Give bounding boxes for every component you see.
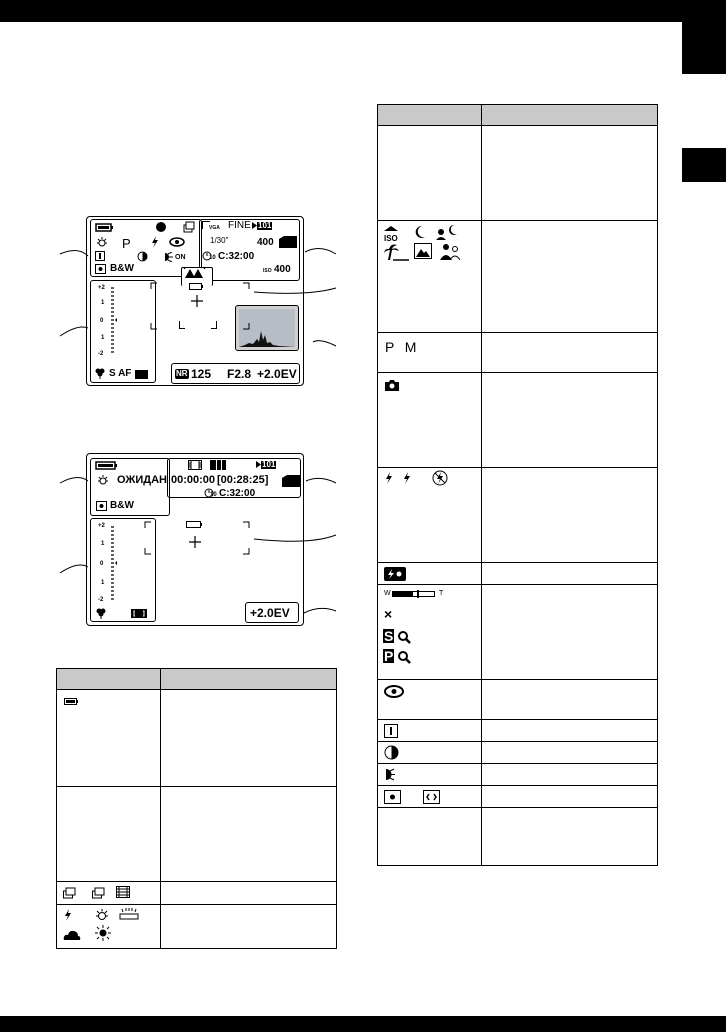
precision-zoom-label: P [384,648,394,664]
ev-scale-plus1: 1 [101,300,105,306]
portrait-icon [440,242,460,260]
table-row [378,333,658,373]
icon-cell [378,742,482,764]
flash-off-icon [432,470,448,486]
iso-value: 400 [274,264,291,275]
ev-scale-minus2: -2 [98,597,104,603]
meaning-cell [482,221,658,333]
nr-badge: NR [176,369,188,378]
ev-scale-minus2: -2 [98,351,104,357]
daylight-wb-icon [95,908,109,922]
af-mode-label: S AF [109,368,132,379]
icon-cell [378,563,482,585]
flash-wb-icon [64,909,72,921]
zoom-scale-bar [392,590,436,598]
standby-label: ОЖИДАН [117,474,167,486]
meaning-cell [482,764,658,786]
twilight-portrait-icon [436,224,458,240]
flash-auto-icon [385,472,393,484]
meaning-cell [161,882,337,905]
table-row [57,882,337,905]
smart-zoom-magnifier-icon [397,630,411,644]
folder-number: 101 [262,460,276,469]
meaning-cell [161,905,337,949]
table-header-row [57,669,337,690]
shutter-speed-label: 1/30" [210,236,229,245]
remaining-time-label: [00:28:25] [217,474,269,486]
sharpness-icon [384,724,398,738]
icon-cell [378,786,482,808]
iso-prefix: ISO [263,268,272,274]
table-row [57,690,337,787]
icon-cell [378,221,482,333]
burst-icon [63,887,76,899]
icon-cell [378,373,482,468]
table-row [378,468,658,563]
ev-value: +2.0EV [250,606,290,620]
zoom-tele-label: T [439,590,444,597]
bottom-bar [0,1016,726,1032]
beach-icon [383,243,409,261]
icon-cell [378,680,482,720]
table-row [378,221,658,333]
ev-scale-zero: 0 [100,318,104,324]
table-row [378,585,658,680]
table-row [57,787,337,882]
table-row [378,764,658,786]
color-mode-bw: B&W [110,263,134,274]
spot-metering-icon [384,790,401,804]
section-tab [682,22,726,74]
movie-film-icon [116,886,130,898]
ev-scale-plus2: +2 [98,285,105,291]
icon-cell [57,882,161,905]
icon-cell [378,720,482,742]
meaning-cell [482,126,658,221]
image-size-label: VGA [209,225,220,231]
timecode-label: 00:00:00 [171,474,216,486]
table-header-row [378,105,658,126]
ev-scale-plus2: +2 [98,523,105,529]
af-illuminator-on: ON [175,254,186,261]
leader-lines-screen2 [58,453,338,628]
meaning-cell [482,585,658,680]
ev-scale-zero: 0 [100,561,104,567]
meaning-cell [482,808,658,866]
header-cell-meaning [161,669,337,690]
mode-p-icon: P [385,339,395,355]
svg-text:ISO: ISO [384,234,398,242]
remaining-shots: 400 [257,237,274,248]
icon-cell [378,585,482,680]
table-row [378,126,658,221]
meaning-cell [482,563,658,585]
header-cell-icon [378,105,482,126]
high-sensitivity-iso-icon [383,225,399,242]
meaning-cell [482,742,658,764]
left-icon-table [56,668,337,949]
flash-charging-icon [384,567,406,581]
table-row [378,742,658,764]
meaning-cell [482,680,658,720]
self-timer-value: 10 [209,255,216,261]
table-row [378,563,658,585]
fluorescent-wb-icon [119,907,139,921]
battery-icon [64,698,78,705]
cloudy-wb-icon [63,927,81,941]
mode-m-icon: M [404,339,417,355]
incandescent-wb-icon [95,925,111,941]
camera-mode-icon [385,379,399,391]
twilight-icon [414,225,426,239]
leader-lines-screen1 [58,216,338,386]
icon-cell [57,690,161,787]
header-cell-icon [57,669,161,690]
capacity-label: C:32:00 [219,488,256,499]
table-row [378,720,658,742]
table-row [378,808,658,866]
color-mode-bw: B&W [110,500,134,511]
aperture-value: F2.8 [227,367,252,381]
meaning-cell [482,333,658,373]
meaning-cell [161,690,337,787]
center-weighted-metering-icon [423,790,440,804]
self-timer-value: 10 [210,492,217,498]
red-eye-icon [384,685,404,698]
meaning-cell [482,373,658,468]
capacity-label: C:32:00 [218,251,255,262]
header-cell-meaning [482,105,658,126]
meaning-cell [482,720,658,742]
icon-cell [378,333,482,373]
table-row [57,905,337,949]
ev-value: +2.0EV [257,367,297,381]
meaning-cell [482,468,658,563]
icon-cell [378,468,482,563]
icon-cell [378,808,482,866]
icon-cell [57,905,161,949]
af-illuminator-icon [385,768,395,781]
meaning-cell [482,786,658,808]
shutter-value: 125 [191,367,212,381]
ev-scale-plus1: 1 [101,541,105,547]
multi-burst-icon [92,887,105,899]
flash-forced-icon [403,472,411,484]
image-quality-label: FINE [228,220,251,231]
meaning-cell [161,787,337,882]
smart-zoom-label: S [384,628,394,644]
table-row [378,786,658,808]
table-row [378,373,658,468]
cross-icon: × [384,606,393,622]
icon-cell [378,764,482,786]
section-tab-marker [682,148,726,182]
landscape-icon [414,243,432,259]
icon-cell [57,787,161,882]
ev-scale-minus1: 1 [101,335,105,341]
right-icon-table [377,104,658,866]
top-bar [0,0,726,22]
ev-scale-minus1: 1 [101,580,105,586]
mode-p-label: P [122,236,131,251]
contrast-icon [384,745,399,760]
icon-cell [378,126,482,221]
folder-number: 101 [258,221,272,230]
zoom-wide-label: W [384,590,391,597]
table-row [378,680,658,720]
precision-zoom-magnifier-icon [397,650,411,664]
